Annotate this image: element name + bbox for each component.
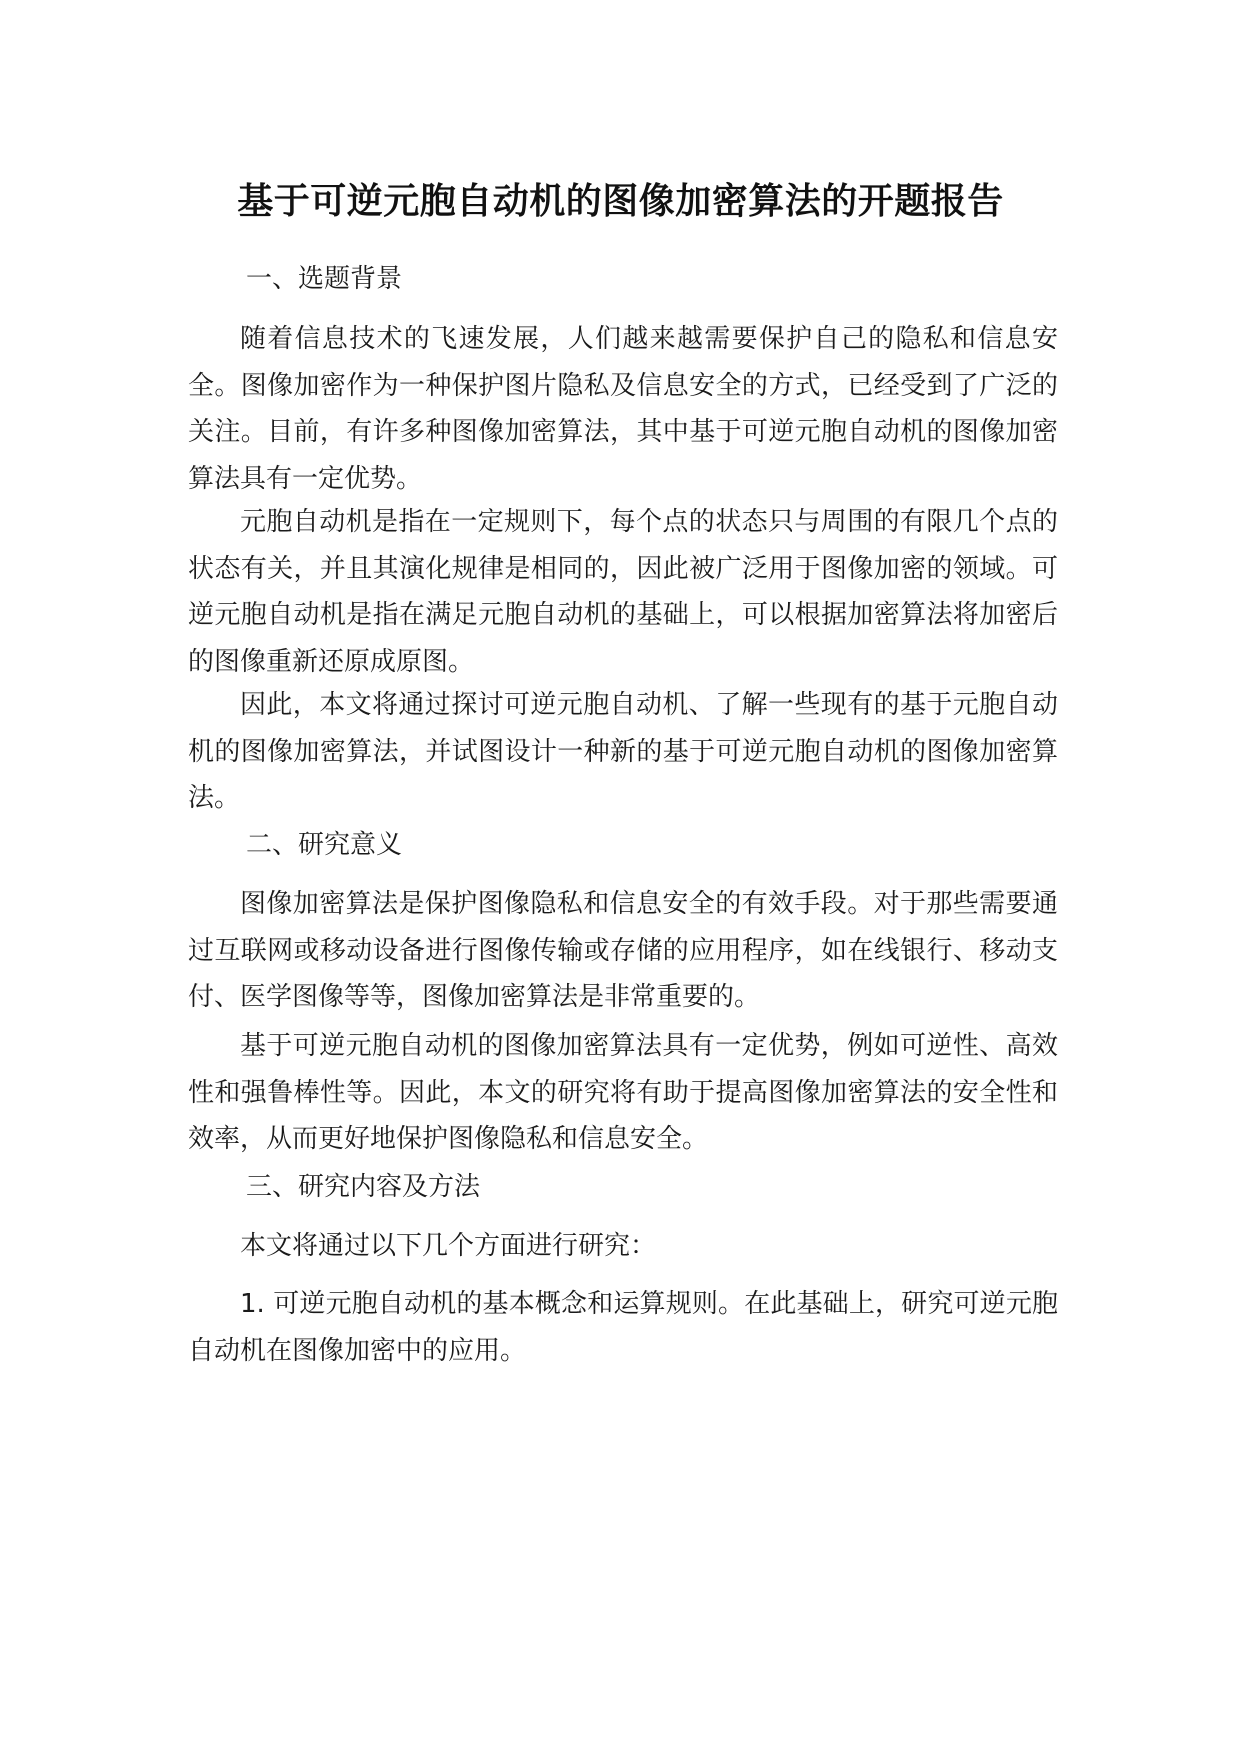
paragraph-text: 随着信息技术的飞速发展，人们越来越需要保护自己的隐私和信息安全。图像加密作为一种保护图片隐私及信息安全的方式，已经受到了广泛的关注。目前，有许多种图像加密算法，其中基于可逆元胞自动机的图像加密算法具有一定优势。 [188,324,1058,494]
section-heading-significance: 二、研究意义 [246,830,403,860]
paragraph-background-1 [188,316,1058,502]
paragraph-text: 因此，本文将通过探讨可逆元胞自动机、了解一些现有的基于元胞自动机的图像加密算法，并试图设计一种新的基于可逆元胞自动机的图像加密算法。 [188,690,1058,813]
paragraph-text: 基于可逆元胞自动机的图像加密算法具有一定优势，例如可逆性、高效性和强鲁棒性等。因此，本文的研究将有助于提高图像加密算法的安全性和效率，从而更好地保护图像隐私和信息安全。 [188,1031,1058,1154]
section-heading-background: 一、选题背景 [246,264,403,294]
paragraph-text: 元胞自动机是指在一定规则下，每个点的状态只与周围的有限几个点的状态有关，并且其演化规律是相同的，因此被广泛用于图像加密的领域。可逆元胞自动机是指在满足元胞自动机的基础上，可以根据加密算法将加密后的图像重新还原成原图。 [188,507,1058,677]
paragraph-text: 本文将通过以下几个方面进行研究： [240,1231,657,1261]
paragraph-text: 图像加密算法是保护图像隐私和信息安全的有效手段。对于那些需要通过互联网或移动设备进行图像传输或存储的应用程序，如在线银行、移动支付、医学图像等等，图像加密算法是非常重要的。 [188,889,1058,1012]
paragraph-significance-2 [188,1023,1058,1163]
paragraph-text: 1. 可逆元胞自动机的基本概念和运算规则。在此基础上，研究可逆元胞自动机在图像加密中的应用。 [188,1289,1058,1366]
paragraph-background-3 [188,682,1058,822]
paragraph-significance-1 [188,881,1058,1021]
document-title: 基于可逆元胞自动机的图像加密算法的开题报告 [237,181,1004,222]
section-heading-methods: 三、研究内容及方法 [246,1172,481,1202]
paragraph-methods-item-1 [188,1281,1058,1374]
paragraph-methods-intro [188,1223,1058,1270]
paragraph-background-2 [188,499,1058,685]
